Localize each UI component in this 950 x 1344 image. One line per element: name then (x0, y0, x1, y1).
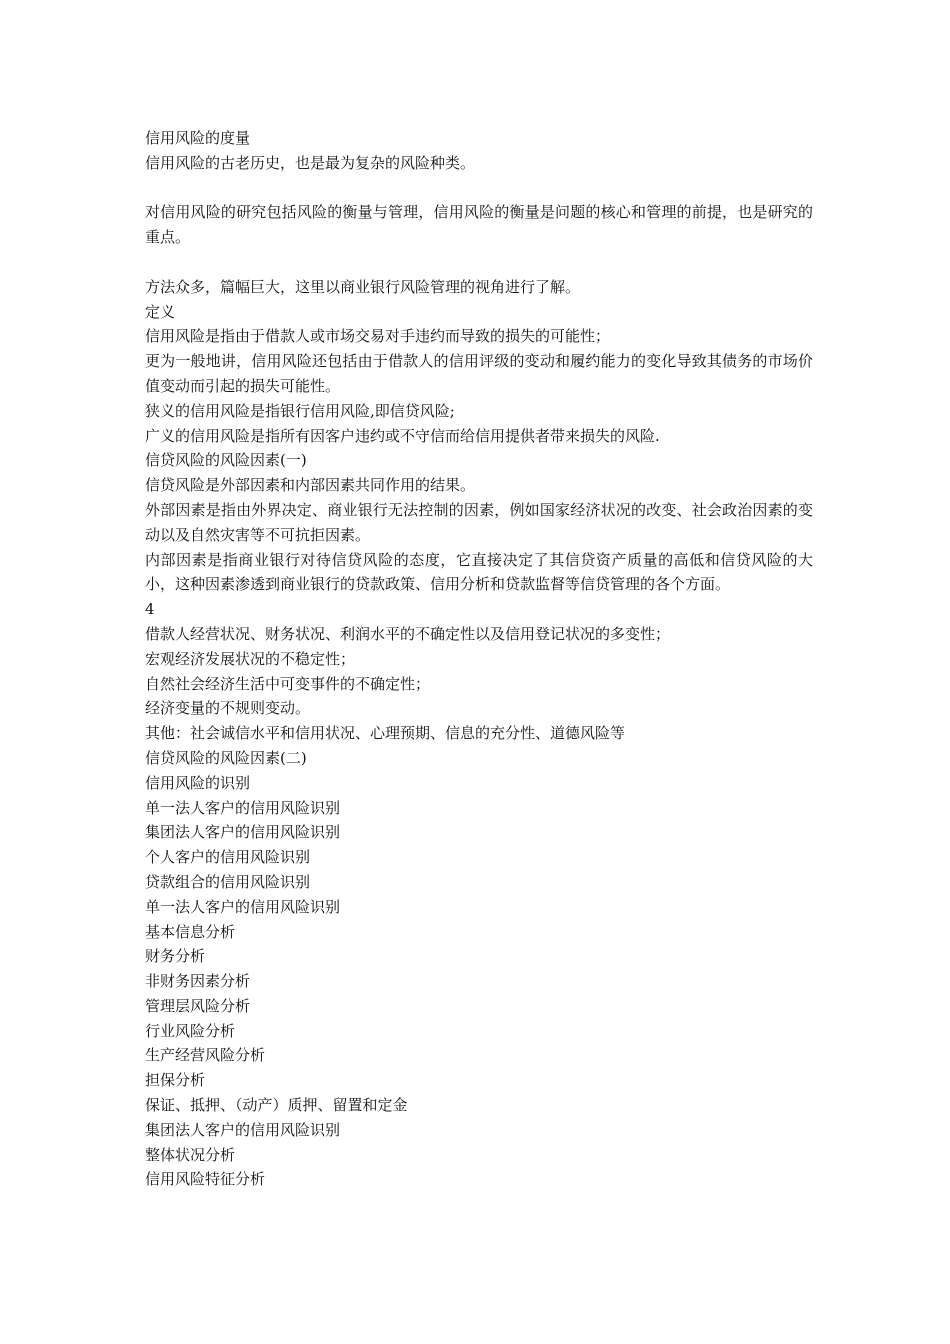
section-heading: 信贷风险的风险因素(二) (145, 748, 307, 767)
section-heading: 信贷风险的风险因素(一) (145, 451, 307, 470)
list-item: 经济变量的不规则变动。 (145, 699, 311, 718)
list-item: 担保分析 (145, 1071, 206, 1090)
paragraph: 狭义的信用风险是指银行信用风险,即信贷风险; (145, 401, 455, 420)
list-item: 借款人经营状况、财务状况、利润水平的不确定性以及信用登记状况的多变性； (145, 624, 671, 643)
list-item: 个人客户的信用风险识别 (145, 848, 311, 867)
paragraph: 信用风险是指由于借款人或市场交易对手违约而导致的损失的可能性； (145, 327, 611, 346)
list-item: 生产经营风险分析 (145, 1046, 266, 1065)
section-heading: 定义 (145, 302, 176, 321)
section-heading: 单一法人客户的信用风险识别 (145, 897, 341, 916)
doc-title: 信用风险的度量 (145, 129, 251, 147)
list-item: 自然社会经济生活中可变事件的不确定性； (145, 674, 431, 693)
paragraph: 方法众多，篇幅巨大，这里以商业银行风险管理的视角进行了解。 (145, 277, 581, 296)
list-item: 基本信息分析 (145, 922, 236, 941)
blank-line (145, 250, 813, 275)
list-item: 信用风险特征分析 (145, 1170, 266, 1189)
paragraph: 广义的信用风险是指所有因客户违约或不守信而给信用提供者带来损失的风险. (145, 426, 660, 445)
paragraph: 对信用风险的研究包括风险的衡量与管理，信用风险的衡量是问题的核心和管理的前提，也是研究的重点。 (145, 203, 813, 247)
list-item: 非财务因素分析 (145, 972, 251, 991)
document-body (145, 126, 813, 1192)
paragraph: 外部因素是指由外界决定、商业银行无法控制的因素，例如国家经济状况的改变、社会政治因素的变动以及自然灾害等不可抗拒因素。 (145, 500, 813, 544)
section-heading: 信用风险的识别 (145, 773, 251, 792)
paragraph: 内部因素是指商业银行对待信贷风险的态度，它直接决定了其信贷资产质量的高低和信贷风险的大小，这种因素渗透到商业银行的贷款政策、信用分析和贷款监督等信贷管理的各个方面。 (145, 550, 813, 594)
list-item: 集团法人客户的信用风险识别 (145, 823, 341, 842)
list-item: 宏观经济发展状况的不稳定性； (145, 649, 356, 668)
list-item: 行业风险分析 (145, 1021, 236, 1040)
blank-line (145, 176, 813, 201)
list-item: 整体状况分析 (145, 1145, 236, 1164)
list-item: 管理层风险分析 (145, 996, 251, 1015)
list-item: 贷款组合的信用风险识别 (145, 872, 311, 891)
paragraph: 信贷风险是外部因素和内部因素共同作用的结果。 (145, 476, 476, 495)
paragraph: 更为一般地讲，信用风险还包括由于借款人的信用评级的变动和履约能力的变化导致其债务的市场价值变动而引起的损失可能性。 (145, 352, 813, 395)
list-item: 保证、抵押、（动产）质押、留置和定金 (145, 1096, 408, 1115)
section-heading: 集团法人客户的信用风险识别 (145, 1120, 341, 1139)
page-number: 4 (145, 600, 155, 619)
list-item: 财务分析 (145, 947, 206, 966)
list-item: 单一法人客户的信用风险识别 (145, 798, 341, 817)
paragraph: 信用风险的古老历史，也是最为复杂的风险种类。 (145, 153, 476, 172)
list-item: 其他：社会诚信水平和信用状况、心理预期、信息的充分性、道德风险等 (145, 724, 626, 743)
